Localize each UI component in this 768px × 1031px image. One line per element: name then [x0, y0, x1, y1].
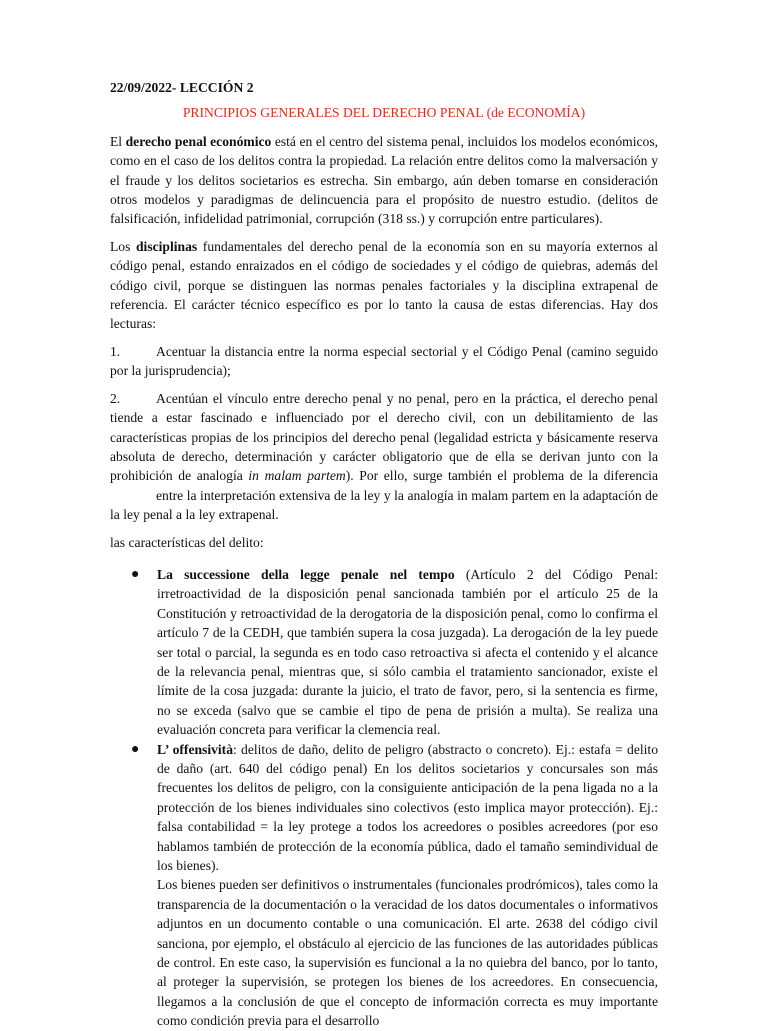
list-item-2-continuation: Los bienes pueden ser definitivos o instrumentales (funcionales prodrómicos), tales como la transparencia de la documentación o la veracidad de los datos documentales o informativos adjuntos en un documento contable o una comunicación. El arte. 2638 del código civil sanciona, por ejemplo, el obstáculo al ejercicio de las funciones de las autoridades públicas de control. En este caso, la supervisión es funcional a la no quiebra del banco, por lo tanto, al proteger la supervisión, se protegen los bienes de los acreedores. En consecuencia, llegamos a la conclusión de que el concepto de información correcta es muy importante como condición previa para el desarrollo: [157, 877, 658, 1029]
paragraph-disciplines: [110, 237, 658, 334]
list-item-2-text: : delitos de daño, delito de peligro (abstracto o concreto). Ej.: estafa = delito de daño (art. 640 del código penal) En los delitos societarios y concursales son más frecuentes los delitos de peligro, con la consiguiente anticipación de la pena ligada no a la protección de los bienes individuales sino colectivos (esto implica mayor protección). Ej.: falsa contabilidad = la ley protege a todos los acreedores o posibles acreedores (por eso hablamos también de protección de la economía pública, dado el tamaño semindividual de los bienes).: [157, 741, 658, 874]
paragraph-disciplines-bold: disciplinas: [136, 238, 198, 254]
numbered-item-2-index: 2.: [110, 390, 121, 406]
paragraph-disciplines-lead: Los: [110, 238, 136, 254]
list-item: [110, 565, 658, 740]
bullet-icon: ●: [131, 566, 140, 582]
document-page: [110, 78, 658, 1031]
numbered-item-1-text: Acentuar la distancia entre la norma especial sectorial y el Código Penal (camino seguido por la jurisprudencia);: [110, 343, 658, 379]
paragraph-intro-bold: derecho penal económico: [125, 133, 272, 149]
numbered-item-2-text-b: ). Por ello, surge también el problema de la diferencia: [345, 468, 658, 484]
list-item-1-bold: La successione della legge penale nel tempo: [157, 566, 455, 582]
paragraph-intro-text: está en el centro del sistema penal, incluidos los modelos económicos, como en el caso de los delitos contra la propiedad. La relación entre delitos como la malversación y el fraude y los delitos societarios es estrecha. Sin embargo, aún deben tomarse en consideración otros modelos y paradigmas de delincuencia para el propósito de nuestro estudio. (delitos de falsificación, infidelidad patrimonial, corrupción (318 ss.) y corrupción entre particulares).: [110, 133, 659, 227]
list-item-1-text: (Artículo 2 del Código Penal: irretroactividad de la disposición penal sancionada también por el artículo 25 de la Constitución y retroactividad de la derogatoria de la disposición penal, como lo confirma el artículo 7 de la CEDH, que también supera la cosa juzgada). La derogación de la ley puede ser total o parcial, la segunda es en todo caso retroactiva si afecta el contenido y el alcance de la relevancia penal, mientras que, si sólo cambia el tratamiento sancionador, existe el límite de la cosa juzgada: durante la juicio, el trato de favor, pero, si la sentencia es firme, no se exceda (salvo que se cambie el tipo de pena de prisión a multa). Se realiza una evaluación concreta para verificar la clemencia real.: [157, 566, 659, 738]
paragraph-intro-lead: El: [110, 133, 126, 149]
numbered-item-1-index: 1.: [110, 343, 121, 359]
paragraph-disciplines-text: fundamentales del derecho penal de la economía son en su mayoría externos al código penal, estando enraizados en el código de sociedades y el código de quiebras, además del código civil, porque se distinguen las normas penales factoriales y la disciplina extrapenal de referencia. El carácter técnico específico es por lo tanto la causa de estas diferencias. Hay dos lecturas:: [110, 238, 658, 332]
numbered-item-2-text-a: Acentúan el vínculo entre derecho penal y no penal, pero en la práctica, el derecho penal tiende a estar fascinado e influenciado por el derecho civil, con un debilitamiento de las características propias de los principios del derecho penal (legalidad estricta y básicamente reserva absoluta de derecho, determinación y carácter obligatorio que de ella se derivan junto con la prohibición de analogía: [110, 390, 658, 484]
lesson-date-heading: 22/09/2022- LECCIÓN 2: [110, 80, 254, 95]
list-item: [110, 740, 658, 1031]
numbered-item-2-text-c: entre la interpretación extensiva de la ley y la analogía in malam partem en la adaptación de la ley penal a la ley extrapenal.: [110, 487, 658, 523]
document-title: PRINCIPIOS GENERALES DEL DERECHO PENAL (de ECONOMÍA): [182, 105, 586, 121]
numbered-item-2: [110, 389, 658, 525]
numbered-item-1: [110, 342, 658, 381]
paragraph-intro: [110, 132, 658, 229]
numbered-item-2-italic: in malam partem: [248, 468, 346, 484]
bullet-icon: ●: [131, 741, 140, 757]
characteristics-intro: las características del delito:: [110, 534, 264, 550]
list-item-2-bold: L’ offensività: [157, 741, 234, 757]
characteristics-list: [110, 565, 658, 1031]
